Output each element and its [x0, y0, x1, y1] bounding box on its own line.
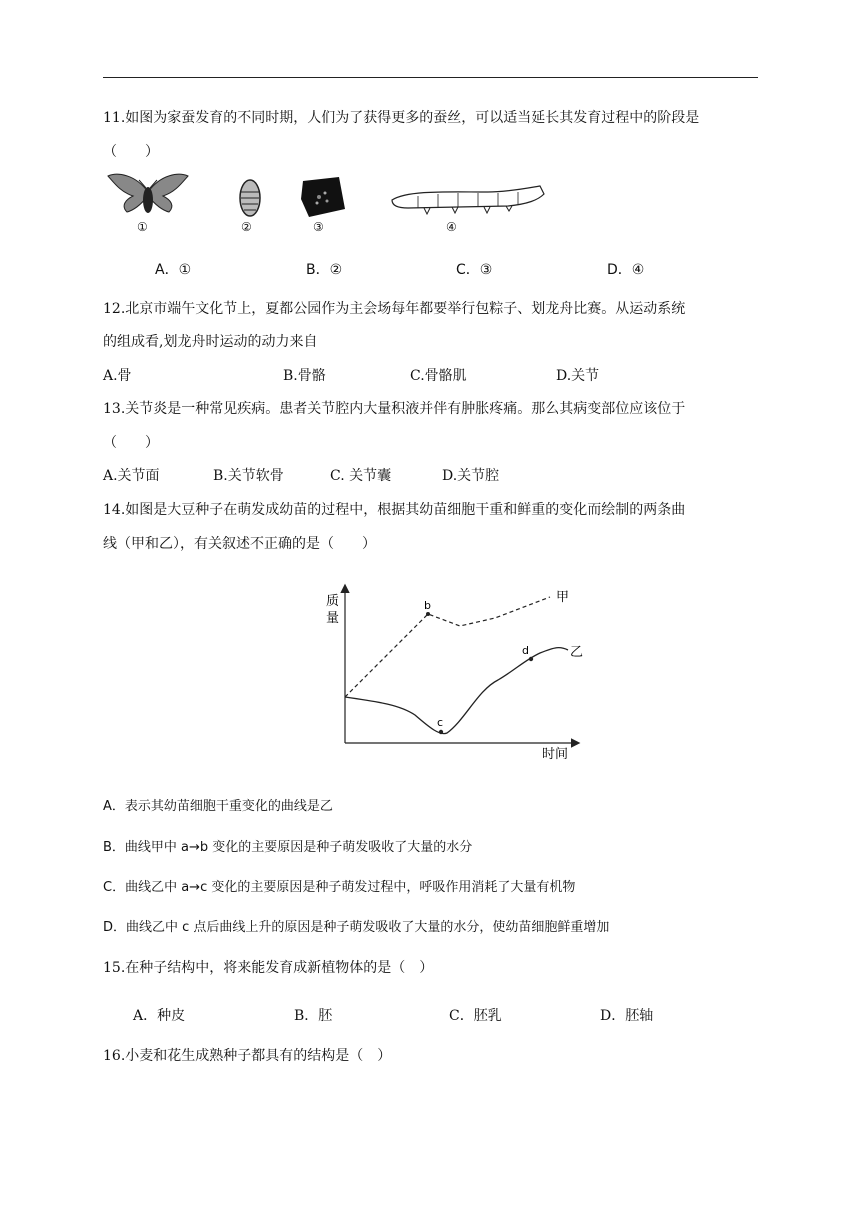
q15-option-d[interactable]: D．胚轴	[600, 1008, 654, 1024]
q13-option-b[interactable]: B.关节软骨	[213, 468, 284, 484]
header-rule	[103, 77, 758, 78]
q16-stem: 16.小麦和花生成熟种子都具有的结构是（ ）	[103, 1048, 392, 1064]
q13-option-a[interactable]: A.关节面	[103, 468, 160, 484]
eggs-icon	[299, 175, 347, 219]
point-b-marker	[426, 612, 430, 616]
q15-option-b[interactable]: B．胚	[294, 1008, 333, 1024]
fig-label-2: ②	[241, 220, 252, 234]
moth-icon	[105, 170, 191, 220]
q13-stem-line2: （ ）	[103, 435, 159, 451]
point-d-marker	[529, 657, 533, 661]
q11-option-d[interactable]: D．④	[607, 262, 645, 278]
q12-stem-line2: 的组成看,划龙舟时运动的动力来自	[103, 334, 318, 350]
silkworm-figure	[103, 170, 553, 240]
curve-jia-label: 甲	[556, 590, 570, 605]
q13-stem-line1: 13.关节炎是一种常见疾病。患者关节腔内大量积液并伴有肿胀疼痛。那么其病变部位应该位于	[103, 401, 686, 417]
q11-option-b[interactable]: B．②	[306, 262, 343, 278]
point-c-label: c	[437, 716, 444, 729]
q15-stem: 15.在种子结构中，将来能发育成新植物体的是（ ）	[103, 960, 434, 976]
q11-option-c[interactable]: C．③	[456, 262, 493, 278]
y-axis-label-2: 量	[326, 611, 340, 626]
curve-yi	[345, 648, 568, 734]
curve-yi-label: 乙	[570, 645, 584, 660]
fig-label-3: ③	[313, 220, 324, 234]
q12-option-b[interactable]: B.骨骼	[283, 368, 326, 384]
fig-label-4: ④	[446, 220, 457, 234]
q14-option-c[interactable]: C．曲线乙中 a→c 变化的主要原因是种子萌发过程中，呼吸作用消耗了大量有机物	[103, 880, 576, 895]
q13-option-d[interactable]: D.关节腔	[442, 468, 500, 484]
q12-option-c[interactable]: C.骨骼肌	[410, 368, 467, 384]
q15-option-c[interactable]: C．胚乳	[449, 1008, 502, 1024]
q11-stem-line2: （ ）	[103, 144, 159, 160]
q14-option-a[interactable]: A．表示其幼苗细胞干重变化的曲线是乙	[103, 799, 333, 814]
y-axis-label-1: 质	[326, 594, 340, 609]
point-c-marker	[439, 730, 443, 734]
curve-jia	[345, 597, 550, 697]
q11-stem-line1: 11.如图为家蚕发育的不同时期，人们为了获得更多的蚕丝，可以适当延长其发育过程中的阶段是	[103, 110, 700, 126]
point-b-label: b	[424, 599, 431, 612]
larva-icon	[388, 180, 548, 216]
q15-option-a[interactable]: A．种皮	[133, 1008, 186, 1024]
q12-option-d[interactable]: D.关节	[556, 368, 600, 384]
point-d-label: d	[522, 644, 529, 657]
q14-option-b[interactable]: B．曲线甲中 a→b 变化的主要原因是种子萌发吸收了大量的水分	[103, 840, 473, 855]
q13-option-c[interactable]: C. 关节囊	[330, 468, 392, 484]
pupa-icon	[238, 178, 262, 218]
mass-time-graph	[320, 580, 590, 765]
fig-label-1: ①	[137, 220, 148, 234]
q11-option-a[interactable]: A．①	[155, 262, 192, 278]
x-axis-label: 时间	[542, 747, 569, 762]
q14-option-d[interactable]: D．曲线乙中 c 点后曲线上升的原因是种子萌发吸收了大量的水分，使幼苗细胞鲜重增加	[103, 920, 610, 935]
q12-stem-line1: 12.北京市端午文化节上，夏都公园作为主会场每年都要举行包粽子、划龙舟比赛。从运动系统	[103, 301, 686, 317]
q14-stem-line1: 14.如图是大豆种子在萌发成幼苗的过程中，根据其幼苗细胞干重和鲜重的变化而绘制的两条曲	[103, 502, 686, 518]
q12-option-a[interactable]: A.骨	[103, 368, 132, 384]
q14-stem-line2: 线（甲和乙），有关叙述不正确的是（ ）	[103, 536, 376, 552]
